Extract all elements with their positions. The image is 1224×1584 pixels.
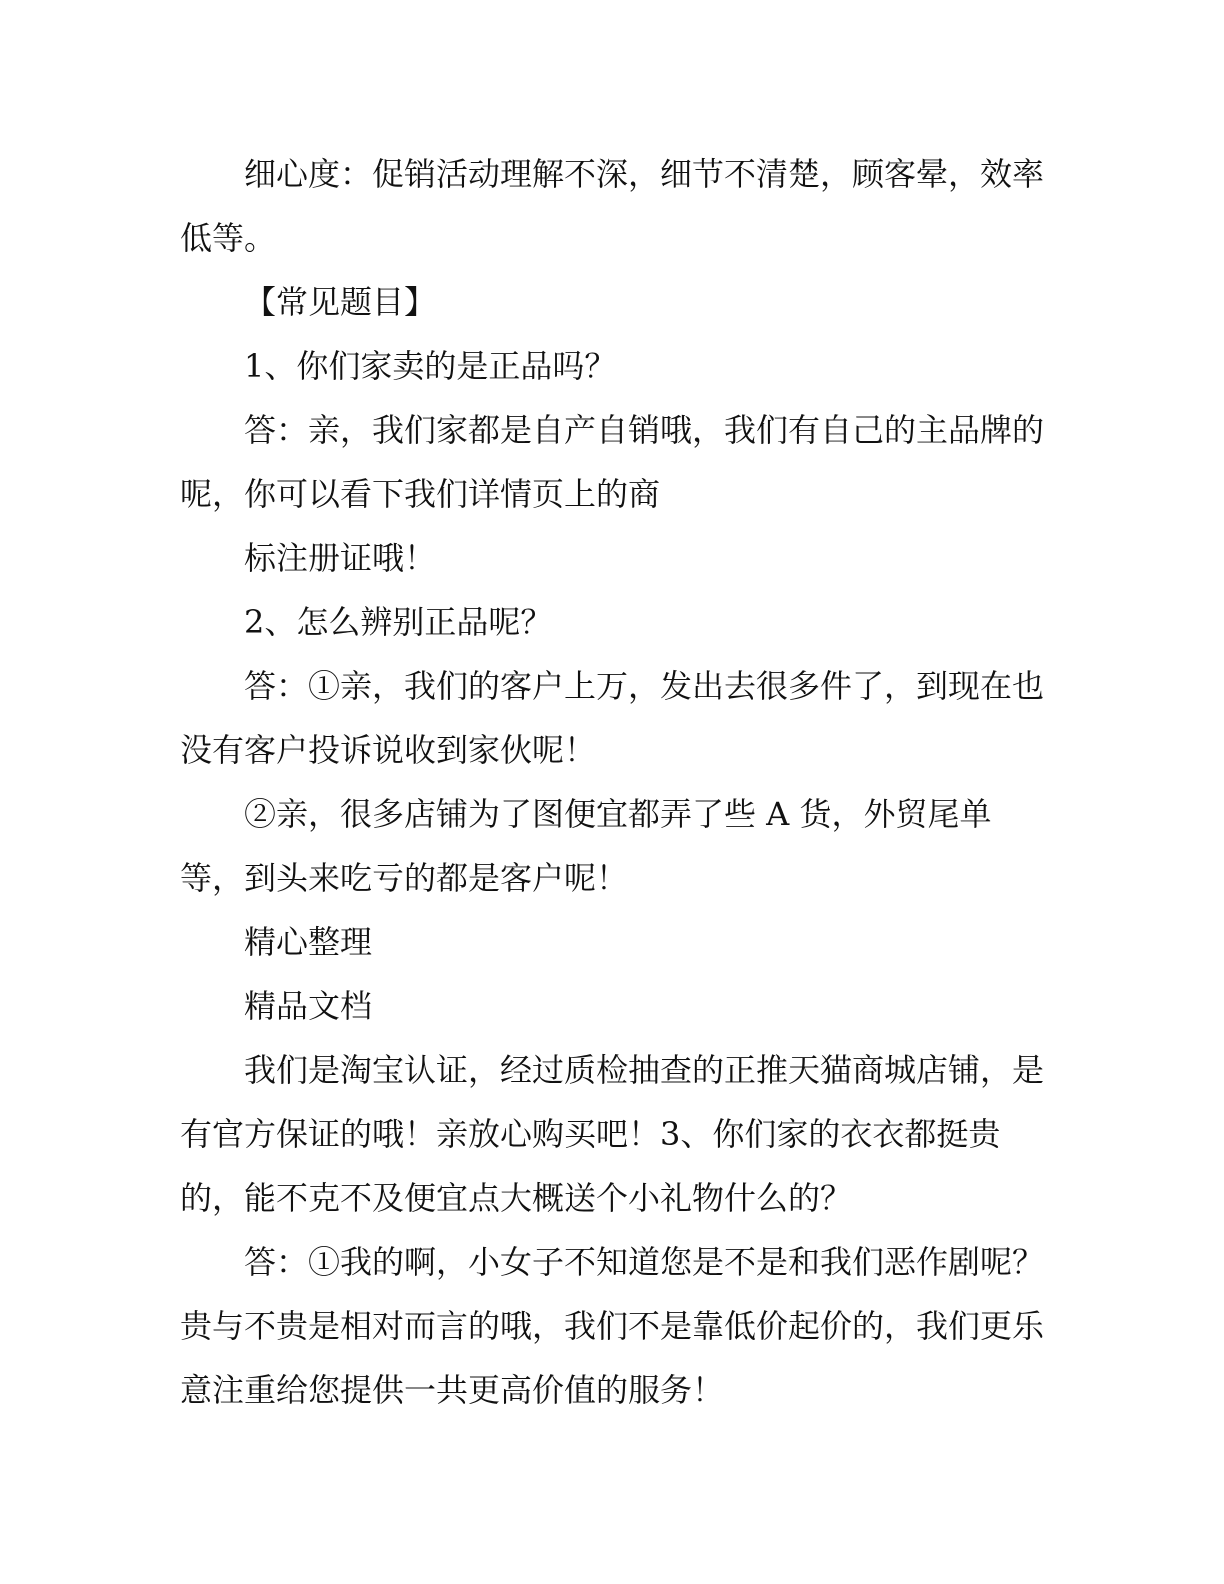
answer-1-continued: 标注册证哦！ — [244, 539, 437, 577]
document-body — [180, 142, 1044, 1422]
note-quality-document: 精品文档 — [244, 987, 373, 1025]
paragraph-attentiveness: 细心度：促销活动理解不深，细节不清楚，顾客晕，效率低等。 — [180, 155, 1045, 257]
paragraph-certification-and-question-3: 我们是淘宝认证，经过质检抽查的正推天猫商城店铺，是有官方保证的哦！亲放心购买吧！3、你们家的衣衣都挺贵的，能不克不及便宜点大概送个小礼物什么的？ — [180, 1051, 1045, 1217]
answer-2-part-2: ②亲，很多店铺为了图便宜都弄了些 A 货，外贸尾单等，到头来吃亏的都是客户呢！ — [180, 795, 992, 897]
answer-1: 答：亲，我们家都是自产自销哦，我们有自己的主品牌的呢，你可以看下我们详情页上的商 — [180, 411, 1045, 513]
note-carefully-arranged: 精心整理 — [244, 923, 373, 961]
answer-3: 答：①我的啊，小女子不知道您是不是和我们恶作剧呢？贵与不贵是相对而言的哦，我们不是靠低价起价的，我们更乐意注重给您提供一共更高价值的服务！ — [180, 1243, 1045, 1409]
question-2: 2、怎么辨别正品呢？ — [244, 603, 553, 641]
answer-2-part-1: 答：①亲，我们的客户上万，发出去很多件了，到现在也没有客户投诉说收到家伙呢！ — [180, 667, 1045, 769]
section-heading-common-questions: 【常见题目】 — [244, 283, 437, 321]
question-1: 1、你们家卖的是正品吗？ — [244, 347, 617, 385]
